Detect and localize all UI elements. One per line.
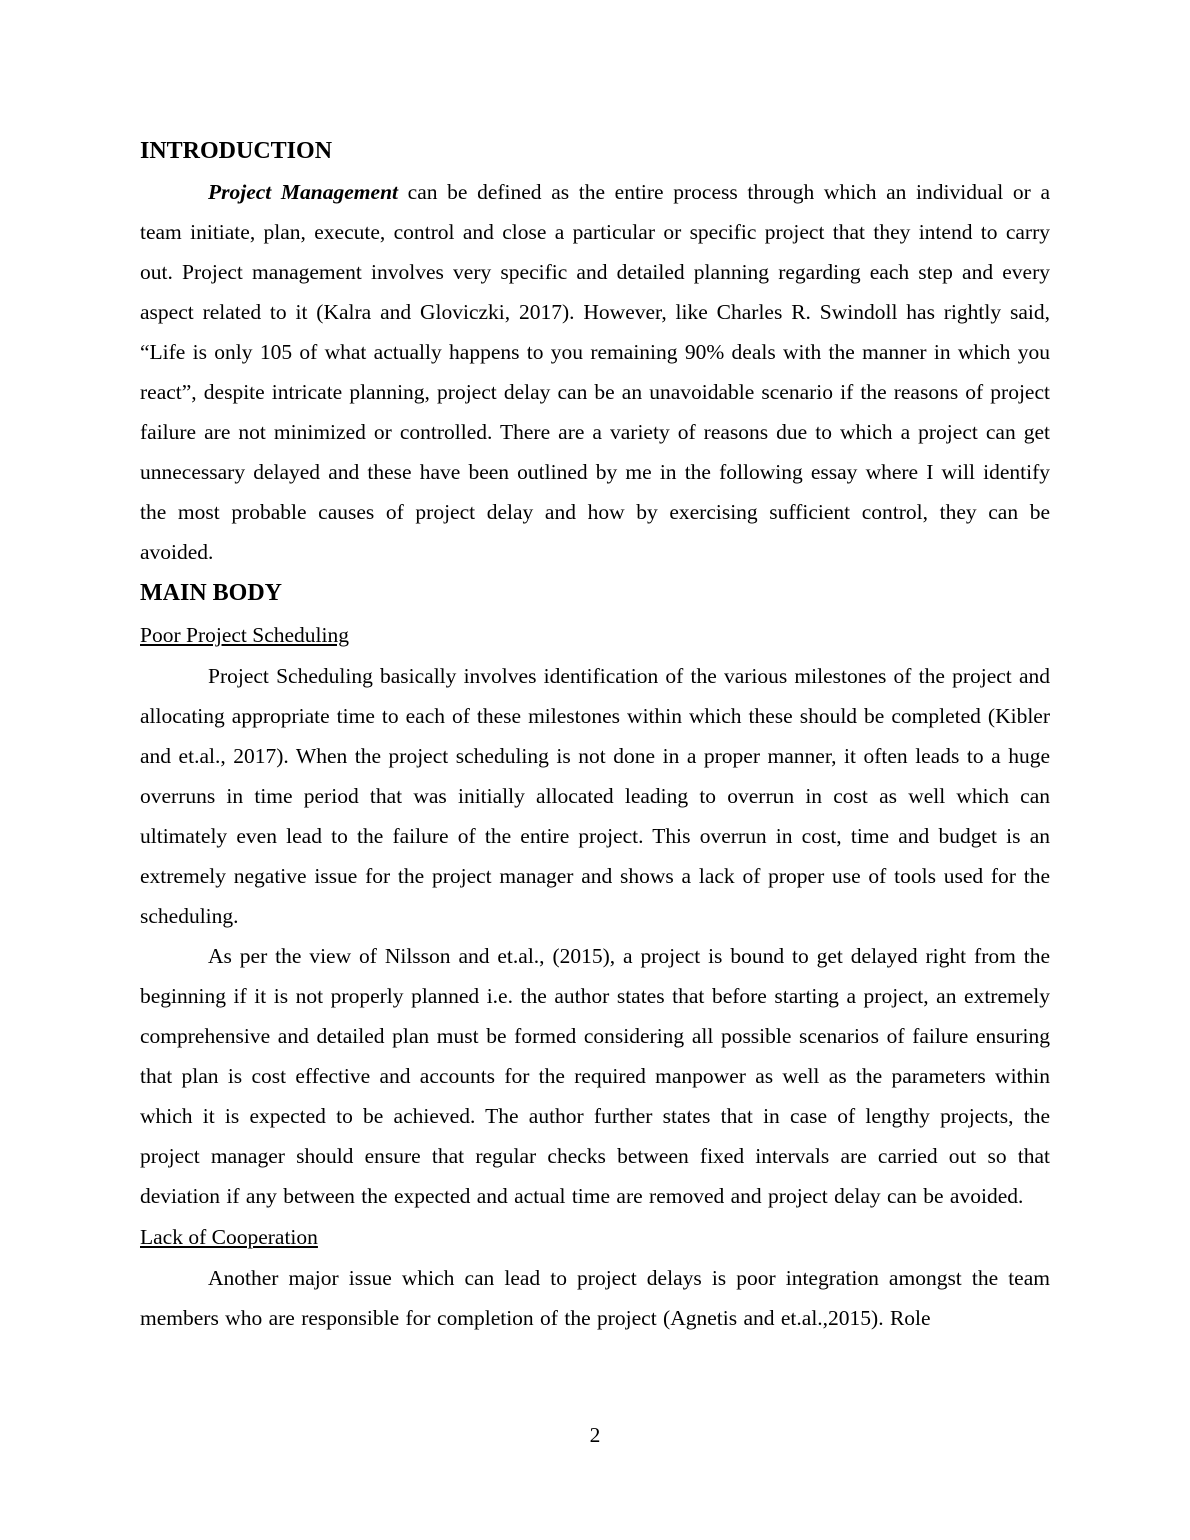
page-number: 2 bbox=[589, 1423, 601, 1447]
section-heading-introduction: INTRODUCTION bbox=[140, 138, 333, 164]
paragraph-introduction bbox=[140, 172, 1050, 572]
subheading-poor-project-scheduling: Poor Project Scheduling bbox=[140, 623, 350, 647]
paragraph-cooperation: Another major issue which can lead to project delays is poor integration amongst the team members who are responsible for completion of the project (Agnetis and et.al.,2015). Role bbox=[140, 1266, 1050, 1330]
paragraph-scheduling-1: Project Scheduling basically involves identification of the various milestones of the project and allocating appropriate time to each of these milestones within which these should be completed (Kibler and et.al., 2017). When the project scheduling is not done in a proper manner, it often leads to a huge overruns in time period that was initially allocated leading to overrun in cost as well which can ultimately even lead to the failure of the entire project. This overrun in cost, time and budget is an extremely negative issue for the project manager and shows a lack of proper use of tools used for the scheduling. bbox=[140, 664, 1050, 928]
term-project-management: Project Management bbox=[208, 180, 398, 204]
subheading-lack-of-cooperation: Lack of Cooperation bbox=[140, 1225, 318, 1249]
section-heading-main-body: MAIN BODY bbox=[140, 580, 282, 606]
paragraph-introduction-text: can be defined as the entire process through which an individual or a team initiate, plan, execute, control and close a particular or specific project that they intend to carry out. Project management involves very specific and detailed planning regarding each step and every aspect related to it (Kalra and Gloviczki, 2017). However, like Charles R. Swindoll has rightly said, “Life is only 105 of what actually happens to you remaining 90% deals with the manner in which you react”, despite intricate planning, project delay can be an unavoidable scenario if the reasons of project failure are not minimized or controlled. There are a variety of reasons due to which a project can get unnecessary delayed and these have been outlined by me in the following essay where I will identify the most probable causes of project delay and how by exercising sufficient control, they can be avoided. bbox=[140, 180, 1050, 564]
paragraph-scheduling-2: As per the view of Nilsson and et.al., (2015), a project is bound to get delayed right from the beginning if it is not properly planned i.e. the author states that before starting a project, an extremely comprehensive and detailed plan must be formed considering all possible scenarios of failure ensuring that plan is cost effective and accounts for the required manpower as well as the parameters within which it is expected to be achieved. The author further states that in case of lengthy projects, the project manager should ensure that regular checks between fixed intervals are carried out so that deviation if any between the expected and actual time are removed and project delay can be avoided. bbox=[140, 944, 1050, 1208]
